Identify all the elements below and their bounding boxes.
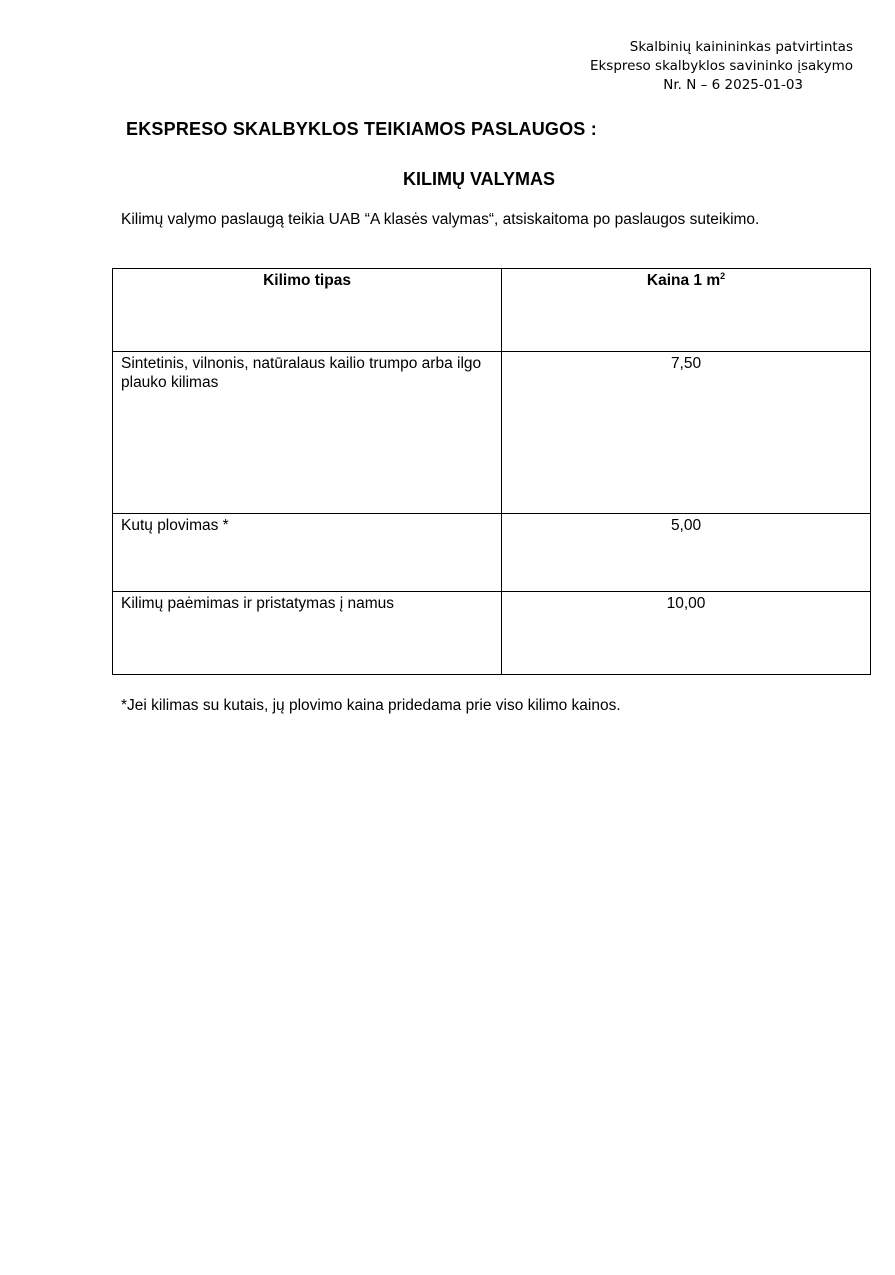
header-price	[502, 269, 871, 352]
row-type-cell	[113, 592, 502, 675]
approval-note	[533, 38, 853, 95]
section-title: KILIMŲ VALYMAS	[402, 169, 555, 189]
page-title: EKSPRESO SKALBYKLOS TEIKIAMOS PASLAUGOS :	[126, 119, 597, 139]
row-price-cell	[502, 514, 871, 592]
row-type-cell	[113, 352, 502, 514]
row-price: 5,00	[670, 517, 702, 534]
table-row	[113, 352, 871, 514]
price-table	[112, 268, 871, 675]
row-type: Kilimų paėmimas ir pristatymas į namus	[121, 595, 395, 612]
intro-text: Kilimų valymo paslaugą teikia UAB “A klasės valymas“, atsiskaitoma po paslaugos suteikimo.	[121, 211, 760, 228]
table-header-row	[113, 269, 871, 352]
row-type-cell	[113, 514, 502, 592]
header-price-label: Kaina 1 m	[646, 272, 721, 289]
header-carpet-type: Kilimo tipas	[113, 269, 502, 352]
row-price: 7,50	[670, 355, 702, 372]
row-price-cell	[502, 352, 871, 514]
row-price: 10,00	[666, 595, 706, 612]
approval-line-1: Skalbinių kainininkas patvirtintas	[629, 39, 853, 55]
row-type: Sintetinis, vilnonis, natūralaus kailio trumpo arba ilgo plauko kilimas	[121, 355, 482, 391]
row-type: Kutų plovimas *	[121, 517, 229, 534]
approval-line-2: Ekspreso skalbyklos savininko įsakymo	[589, 58, 853, 74]
row-price-cell	[502, 592, 871, 675]
table-row	[113, 514, 871, 592]
table-row	[113, 592, 871, 675]
footnote: *Jei kilimas su kutais, jų plovimo kaina pridedama prie viso kilimo kainos.	[121, 697, 621, 714]
header-price-sup: 2	[720, 270, 726, 281]
approval-line-3: Nr. N – 6 2025-01-03	[663, 77, 803, 93]
